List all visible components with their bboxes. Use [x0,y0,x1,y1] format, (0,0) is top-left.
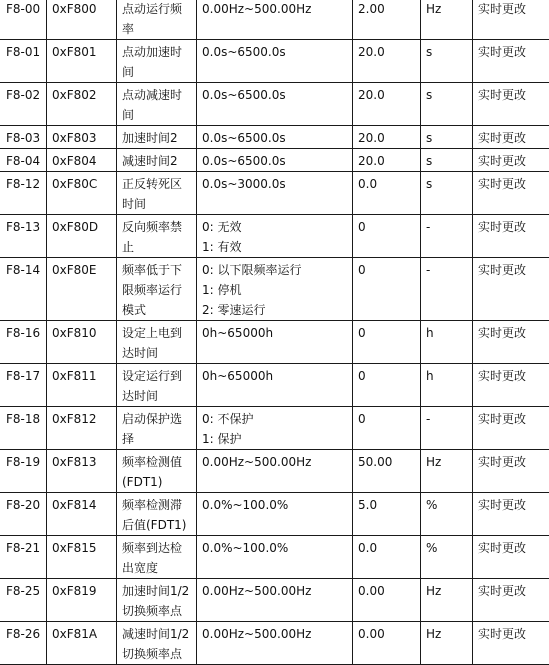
param-name-cell: 减速时间2 [117,149,197,172]
param-address-cell: 0xF80D [47,215,117,258]
param-change-mode-cell: 实时更改 [473,536,549,579]
param-unit-cell: s [421,172,473,215]
param-name-cell: 点动加速时 间 [117,40,197,83]
param-range-cell: 0.0s~6500.0s [197,126,353,149]
param-code-cell: F8-18 [0,407,47,450]
param-address-cell: 0xF803 [47,126,117,149]
table-row [0,258,549,321]
param-range-cell: 0.0s~6500.0s [197,40,353,83]
param-unit-cell: - [421,258,473,321]
param-name-cell: 加速时间2 [117,126,197,149]
param-address-cell: 0xF804 [47,149,117,172]
param-change-mode-cell: 实时更改 [473,407,549,450]
param-default-cell: 0 [353,258,421,321]
param-address-cell: 0xF81A [47,622,117,665]
param-code-cell: F8-25 [0,579,47,622]
param-unit-cell: h [421,364,473,407]
param-name-cell: 减速时间1/2 切换频率点 [117,622,197,665]
param-change-mode-cell: 实时更改 [473,126,549,149]
param-name-cell: 频率检测值 (FDT1) [117,450,197,493]
param-range-cell: 0: 以下限频率运行 1: 停机 2: 零速运行 [197,258,353,321]
param-unit-cell: Hz [421,622,473,665]
param-range-cell: 0.00Hz~500.00Hz [197,579,353,622]
param-change-mode-cell: 实时更改 [473,579,549,622]
param-name-cell: 频率检测滞 后值(FDT1) [117,493,197,536]
param-range-cell: 0.0s~3000.0s [197,172,353,215]
param-code-cell: F8-02 [0,83,47,126]
param-address-cell: 0xF802 [47,83,117,126]
param-unit-cell: Hz [421,450,473,493]
param-range-cell: 0.00Hz~500.00Hz [197,0,353,40]
param-default-cell: 0.00 [353,579,421,622]
param-default-cell: 50.00 [353,450,421,493]
param-change-mode-cell: 实时更改 [473,364,549,407]
param-unit-cell: Hz [421,0,473,40]
table-row [0,83,549,126]
param-unit-cell: s [421,40,473,83]
param-change-mode-cell: 实时更改 [473,622,549,665]
param-code-cell: F8-16 [0,321,47,364]
param-address-cell: 0xF819 [47,579,117,622]
param-name-cell: 设定上电到 达时间 [117,321,197,364]
param-address-cell: 0xF815 [47,536,117,579]
param-name-cell: 设定运行到 达时间 [117,364,197,407]
param-default-cell: 0.0 [353,172,421,215]
param-range-cell: 0.00Hz~500.00Hz [197,622,353,665]
param-unit-cell: h [421,321,473,364]
table-row [0,364,549,407]
param-name-cell: 加速时间1/2 切换频率点 [117,579,197,622]
param-name-cell: 频率低于下 限频率运行 模式 [117,258,197,321]
param-code-cell: F8-04 [0,149,47,172]
param-name-cell: 点动运行频 率 [117,0,197,40]
param-address-cell: 0xF813 [47,450,117,493]
param-change-mode-cell: 实时更改 [473,172,549,215]
param-code-cell: F8-00 [0,0,47,40]
table-row [0,0,549,40]
param-default-cell: 0 [353,364,421,407]
param-code-cell: F8-26 [0,622,47,665]
param-default-cell: 20.0 [353,126,421,149]
param-name-cell: 启动保护选 择 [117,407,197,450]
param-code-cell: F8-12 [0,172,47,215]
param-change-mode-cell: 实时更改 [473,149,549,172]
param-default-cell: 20.0 [353,149,421,172]
param-unit-cell: s [421,126,473,149]
param-range-cell: 0.0s~6500.0s [197,83,353,126]
param-unit-cell: % [421,536,473,579]
table-row [0,321,549,364]
param-range-cell: 0: 不保护 1: 保护 [197,407,353,450]
param-code-cell: F8-01 [0,40,47,83]
table-row [0,172,549,215]
param-change-mode-cell: 实时更改 [473,321,549,364]
param-change-mode-cell: 实时更改 [473,450,549,493]
param-name-cell: 频率到达检 出宽度 [117,536,197,579]
table-row [0,126,549,149]
param-code-cell: F8-17 [0,364,47,407]
param-range-cell: 0.0%~100.0% [197,536,353,579]
param-change-mode-cell: 实时更改 [473,0,549,40]
param-name-cell: 点动减速时 间 [117,83,197,126]
param-address-cell: 0xF800 [47,0,117,40]
table-row [0,450,549,493]
param-change-mode-cell: 实时更改 [473,215,549,258]
param-code-cell: F8-20 [0,493,47,536]
param-range-cell: 0.0s~6500.0s [197,149,353,172]
param-address-cell: 0xF80E [47,258,117,321]
table-row [0,149,549,172]
param-unit-cell: - [421,215,473,258]
param-default-cell: 5.0 [353,493,421,536]
param-default-cell: 0 [353,321,421,364]
param-change-mode-cell: 实时更改 [473,83,549,126]
param-address-cell: 0xF811 [47,364,117,407]
param-range-cell: 0h~65000h [197,364,353,407]
table-row [0,215,549,258]
table-row [0,579,549,622]
table-row [0,493,549,536]
param-address-cell: 0xF812 [47,407,117,450]
param-default-cell: 20.0 [353,40,421,83]
param-address-cell: 0xF801 [47,40,117,83]
param-change-mode-cell: 实时更改 [473,40,549,83]
param-name-cell: 正反转死区 时间 [117,172,197,215]
param-code-cell: F8-03 [0,126,47,149]
param-unit-cell: s [421,149,473,172]
param-unit-cell: - [421,407,473,450]
param-change-mode-cell: 实时更改 [473,258,549,321]
param-change-mode-cell: 实时更改 [473,493,549,536]
param-default-cell: 20.0 [353,83,421,126]
param-code-cell: F8-19 [0,450,47,493]
param-default-cell: 0.0 [353,536,421,579]
param-unit-cell: s [421,83,473,126]
param-code-cell: F8-13 [0,215,47,258]
param-code-cell: F8-21 [0,536,47,579]
table-row [0,407,549,450]
param-range-cell: 0.0%~100.0% [197,493,353,536]
param-code-cell: F8-14 [0,258,47,321]
param-name-cell: 反向频率禁 止 [117,215,197,258]
table-row [0,622,549,665]
param-default-cell: 2.00 [353,0,421,40]
param-address-cell: 0xF814 [47,493,117,536]
param-range-cell: 0h~65000h [197,321,353,364]
param-address-cell: 0xF810 [47,321,117,364]
table-row [0,40,549,83]
table-row [0,536,549,579]
param-unit-cell: Hz [421,579,473,622]
param-range-cell: 0: 无效 1: 有效 [197,215,353,258]
param-default-cell: 0 [353,215,421,258]
param-unit-cell: % [421,493,473,536]
param-range-cell: 0.00Hz~500.00Hz [197,450,353,493]
param-address-cell: 0xF80C [47,172,117,215]
param-default-cell: 0.00 [353,622,421,665]
param-default-cell: 0 [353,407,421,450]
